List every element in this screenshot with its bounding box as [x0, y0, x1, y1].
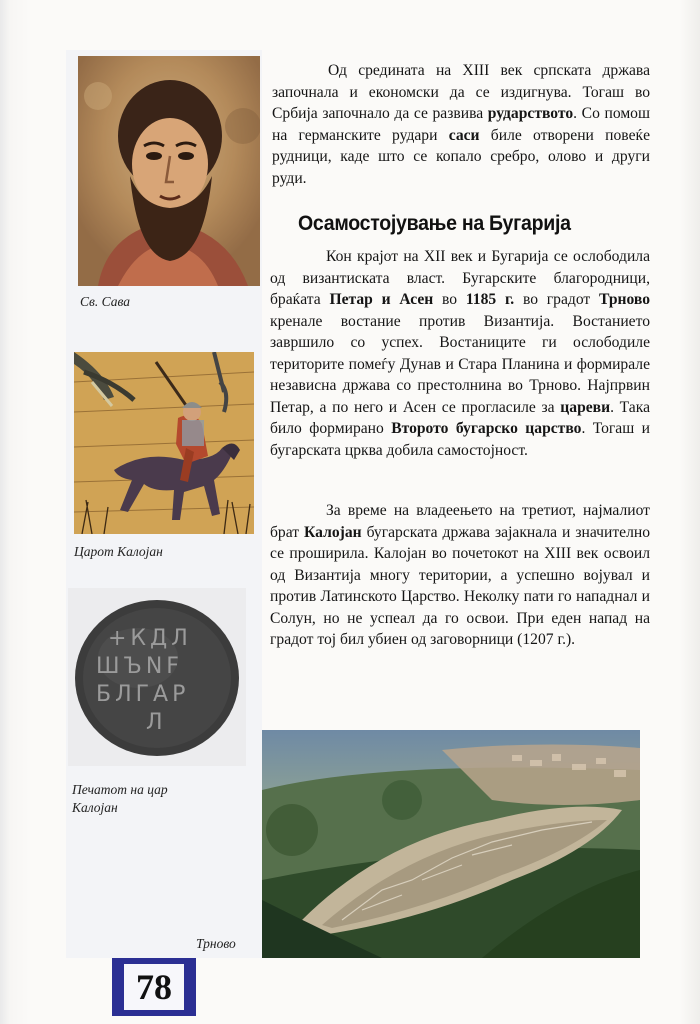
para2-bold-kaloyan: Калојан [304, 523, 362, 541]
intro-bold-saxons: саси [448, 126, 480, 144]
seal-inscription-line-3: БЛГАР [96, 682, 190, 707]
seal-inscription-line-1: +КДЛ [108, 626, 192, 651]
section-heading: Осамостојување на Бугарија [298, 212, 571, 235]
caption-tarnovo: Трново [196, 936, 236, 951]
para1-text-2: во [433, 291, 466, 308]
intro-text-1: Од средината на XIII век српската држава започнала и економски да се издигнува. Тогаш во Србија започнало да се развива [272, 62, 650, 122]
kaloyan-seal-image [68, 588, 246, 766]
para1-bold-brothers: Петар и Асен [329, 291, 434, 308]
para1-bold-year: 1185 г. [465, 291, 515, 308]
para1-bold-tsars: цареви [560, 398, 611, 416]
para2-text-2: бугарската држава зајакнала и значително се проширила. Калојан во почетокот на XIII век освоил од Византија многу територии, а успешно војувал и против Латинското Царство. Неколку пати го нападнал и Солун, но не успеал да го освои. При еден напад на градот тој бил убиен од заговорници (1207 г.). [270, 523, 650, 648]
tarnovo-aerial-photo [262, 730, 640, 958]
tsar-kaloyan-painting-image [74, 352, 254, 534]
intro-text-3: биле отворени повеќе рудници, каде што се копало сребро, олово и други руди. [272, 126, 650, 187]
caption-tsar-kaloyan: Царот Калојан [74, 544, 163, 559]
para1-bold-tarnovo: Трново [599, 291, 650, 308]
intro-text-2: . Со помош на германските рудари [272, 105, 650, 144]
intro-paragraph [272, 60, 650, 189]
page-number: 78 [124, 964, 184, 1010]
caption-saint-sava: Св. Сава [80, 294, 130, 309]
paragraph-kaloyan [270, 500, 650, 651]
para1-text-5: . Така било формирано [270, 398, 650, 437]
page-number-box [112, 958, 196, 1016]
paragraph-bulgaria-independence [270, 246, 650, 461]
para1-text-1: Кон крајот на XII век и Бугарија се ослободила од византиската власт. Бугарските благородници, браќата [270, 248, 650, 308]
para1-text-3: во градот [514, 291, 600, 308]
para1-text-4: кренале востание против Византија. Востанието завршило со успех. Востаниците ги ослободиле територите помеѓу Дунав и Стара Планина и формирале независна држава со престолнина во Трново. Најпрвин Петар, а по него и Асен се прогласиле за [270, 312, 650, 416]
caption-seal-line1: Печатот на цар [72, 782, 168, 797]
para1-bold-second-empire: Второто бугарско царство [391, 420, 582, 437]
saint-sava-fresco-image [78, 56, 260, 286]
seal-inscription-line-2: ШЪNF [96, 654, 183, 679]
intro-bold-mining: рударството [487, 105, 574, 122]
para2-text-1: За време на владеењето на третиот, најмалиот брат [270, 502, 650, 541]
seal-inscription-line-4: Л [146, 710, 163, 735]
para1-text-6: . Тогаш и бугарската црква добила самостојност. [270, 420, 650, 459]
caption-seal-line2: Калојан [72, 800, 118, 815]
